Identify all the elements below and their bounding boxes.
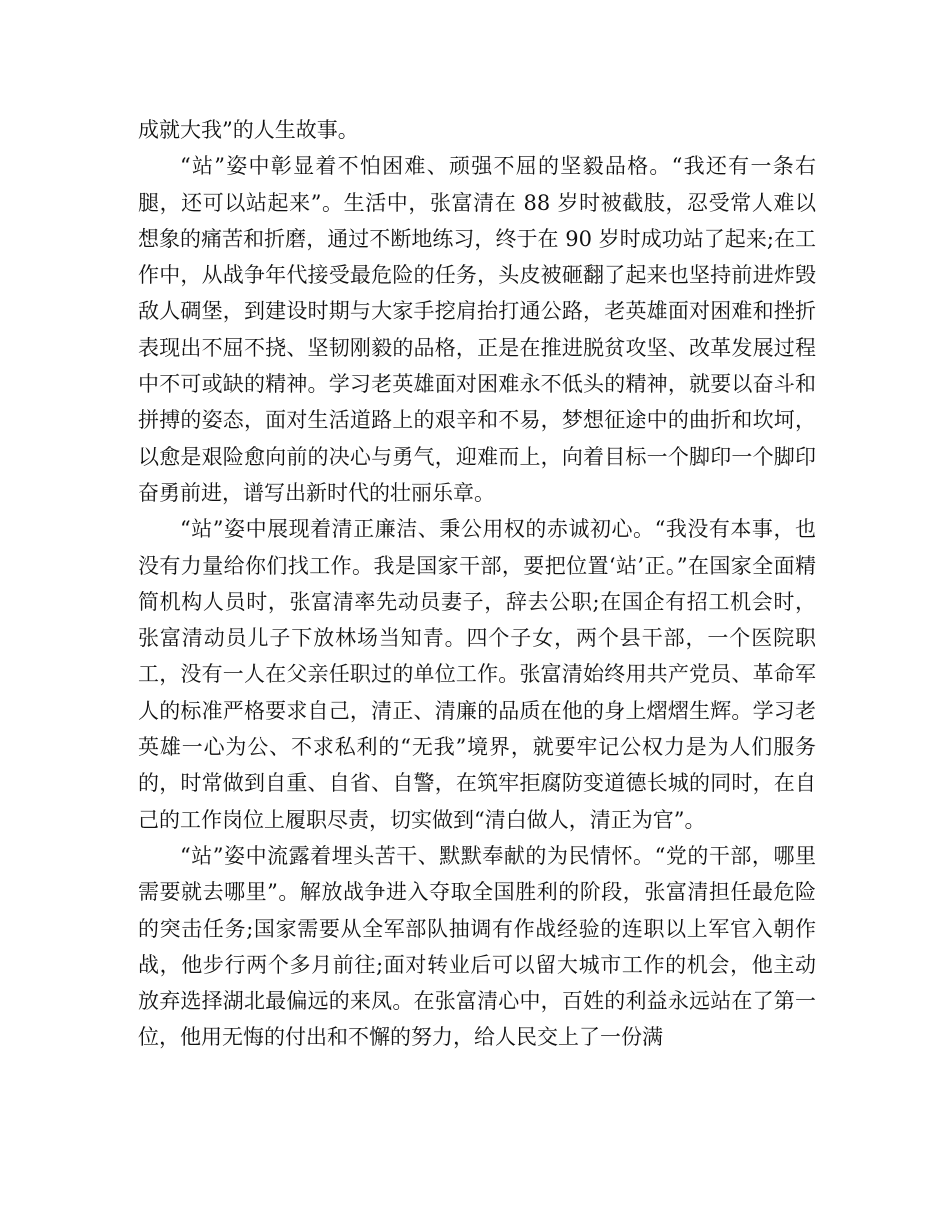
paragraph-integrity: “站”姿中展现着清正廉洁、秉公用权的赤诚初心。“我没有本事，也没有力量给你们找工作。我是国家干部，要把位置‘站’正。”在国家全面精简机构人员时，张富清率先动员妻子，辞去公职;在国企有招工机会时，张富清动员儿子下放林场当知青。四个子女，两个县干部，一个医院职工，没有一人在父亲任职过的单位工作。张富清始终用共产党员、革命军人的标准严格要求自己，清正、清廉的品质在他的身上熠熠生辉。学习老英雄一心为公、不求私利的“无我”境界，就要牢记公权力是为人们服务的，时常做到自重、自省、自警，在筑牢拒腐防变道德长城的同时，在自己的工作岗位上履职尽责，切实做到“清白做人，清正为官”。 (138, 517, 816, 832)
document-body (138, 112, 816, 1056)
paragraph-dedication: “站”姿中流露着埋头苦干、默默奉献的为民情怀。“党的干部，哪里需要就去哪里”。解放战争进入夺取全国胜利的阶段，张富清担任最危险的突击任务;国家需要从全军部队抽调有作战经验的连职以上军官入朝作战，他步行两个多月前往;面对转业后可以留大城市工作的机会，他主动放弃选择湖北最偏远的来凤。在张富清心中，百姓的利益永远站在了第一位，他用无悔的付出和不懈的努力，给人民交上了一份满 (138, 843, 816, 1050)
paragraph-perseverance: “站”姿中彰显着不怕困难、顽强不屈的坚毅品格。“我还有一条右腿，还可以站起来”。生活中，张富清在 88 岁时被截肢，忍受常人难以想象的痛苦和折磨，通过不断地练习，终于在 90 岁时成功站了起来;在工作中，从战争年代接受最危险的任务，头皮被砸翻了起来也坚持前进炸毁敌人碉堡，到建设时期与大家手挖肩抬打通公路，老英雄面对困难和挫折表现出不屈不挠、坚韧刚毅的品格，正是在推进脱贫攻坚、改革发展过程中不可或缺的精神。学习老英雄面对困难永不低头的精神，就要以奋斗和拼搏的姿态，面对生活道路上的艰辛和不易，梦想征途中的曲折和坎坷，以愈是艰险愈向前的决心与勇气，迎难而上，向着目标一个脚印一个脚印奋勇前进，谱写出新时代的壮丽乐章。 (138, 154, 816, 505)
paragraph-continuation: 成就大我”的人生故事。 (138, 118, 359, 142)
